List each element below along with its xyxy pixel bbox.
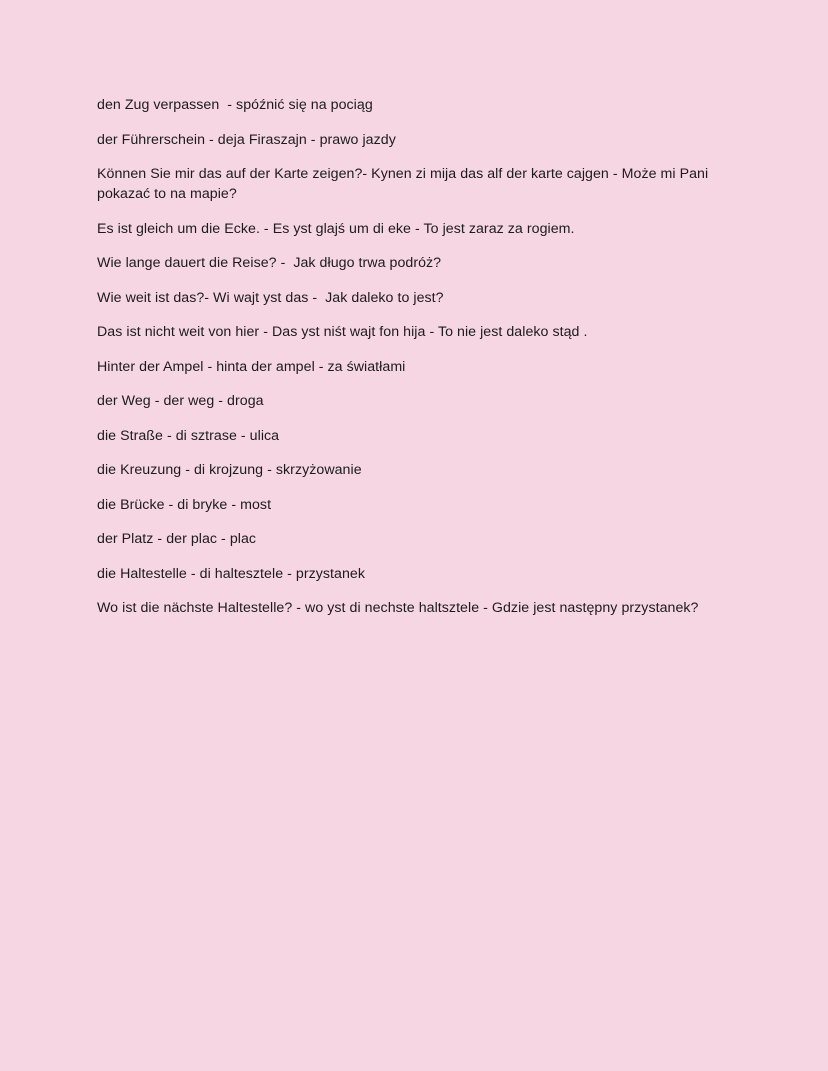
text-line-4: Es ist gleich um die Ecke. - Es yst glajś um di eke - To jest zaraz za rogiem. [97, 220, 575, 237]
text-line-12: die Brücke - di bryke - most [97, 496, 272, 513]
text-line-15: Wo ist die nächste Haltestelle? - wo yst di nechste haltsztele - Gdzie jest następny przystanek? [97, 600, 699, 616]
text-line-13: der Platz - der plac - plac [97, 531, 257, 547]
text-line-14: die Haltestelle - di haltesztele - przystanek [97, 565, 365, 582]
text-line-10: die Straße - di sztrase - ulica [97, 427, 280, 444]
text-line-5: Wie lange dauert die Reise? - Jak długo trwa podróż? [97, 255, 442, 271]
text-line-2: der Führerschein - deja Firaszajn - prawo jazdy [97, 131, 396, 148]
text-line-6: Wie weit ist das?- Wi wajt yst das - Jak daleko to jest? [97, 289, 444, 306]
text-line-8: Hinter der Ampel - hinta der ampel - za światłami [97, 358, 406, 375]
text-line-1: den Zug verpassen - spóźnić się na pociąg [97, 97, 373, 113]
text-line-3: Können Sie mir das auf der Karte zeigen?- Kynen zi mija das alf der karte cajgen - Może mi Pani pokazać to na mapie? [97, 166, 713, 202]
text-line-9: der Weg - der weg - droga [97, 393, 264, 409]
text-line-11: die Kreuzung - di krojzung - skrzyżowanie [97, 462, 362, 478]
text-line-7: Das ist nicht weit von hier - Das yst niśt wajt fon hija - To nie jest daleko stąd . [97, 324, 588, 340]
